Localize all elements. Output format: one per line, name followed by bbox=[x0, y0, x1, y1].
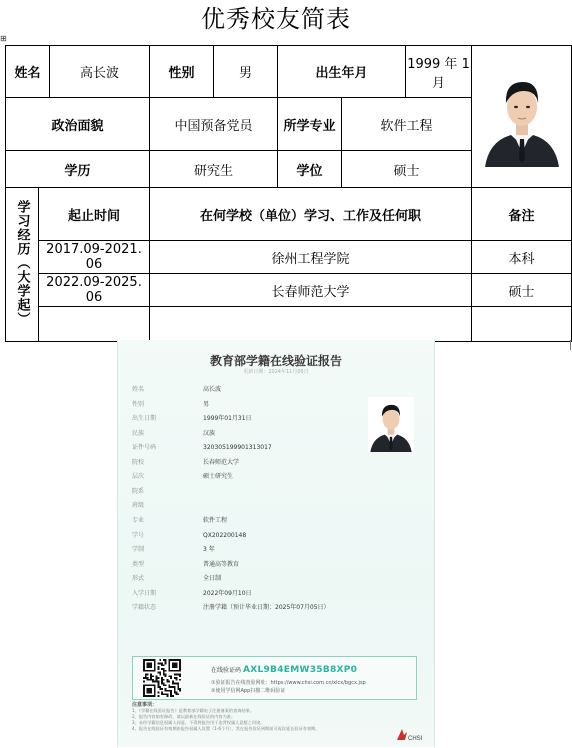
degree-label: 学位 bbox=[278, 151, 342, 188]
table-row bbox=[6, 241, 572, 274]
note-item: 2、报告内容如有修改，请以最新在线验证的内容为准。 bbox=[132, 714, 236, 719]
alumni-profile-table bbox=[5, 45, 572, 342]
report-field-row bbox=[132, 442, 272, 454]
history-header-school: 在何学校（单位）学习、工作及任何职 bbox=[150, 188, 472, 241]
report-field-value: 男 bbox=[203, 400, 210, 408]
history-side-label-cell bbox=[6, 188, 39, 342]
degree-value: 硕士 bbox=[342, 151, 472, 188]
photo-cell bbox=[472, 46, 572, 188]
education-label: 学历 bbox=[6, 151, 150, 188]
notes-title: 注意事项： bbox=[132, 702, 158, 708]
major-label: 所学专业 bbox=[278, 98, 342, 151]
report-field-row bbox=[132, 573, 221, 585]
chsi-logo-text: CHSI bbox=[408, 736, 423, 742]
report-field-value: 320305199901313017 bbox=[203, 444, 272, 452]
report-field-value: QX202200148 bbox=[203, 531, 247, 539]
name-label: 姓名 bbox=[6, 46, 50, 98]
note-item: 3、未经学籍信息权属人同意，不得将报告用于违背权属人意愿之用途。 bbox=[132, 720, 265, 725]
report-field-value: 普通高等教育 bbox=[203, 560, 240, 568]
chsi-logo bbox=[394, 726, 430, 744]
report-field-label: 出生日期 bbox=[132, 415, 157, 423]
report-updated: 更新日期：2024年11月05日 bbox=[243, 369, 309, 375]
report-field-label: 形式 bbox=[132, 575, 145, 583]
report-field-row bbox=[132, 544, 215, 556]
report-field-label: 民族 bbox=[132, 429, 145, 437]
history-period: 2022.09-2025. 06 bbox=[39, 274, 150, 307]
report-field-label: 学制 bbox=[132, 546, 145, 554]
report-field-label: 院校 bbox=[132, 458, 145, 466]
history-header-period: 起止时间 bbox=[39, 188, 150, 241]
verify-code: AXL9B4EMW35B8XP0 bbox=[242, 665, 358, 675]
report-field-value: 注册学籍（预计毕业日期：2025年07月05日） bbox=[203, 604, 330, 612]
report-field-row bbox=[132, 530, 246, 542]
report-field-row bbox=[132, 500, 203, 512]
table-row bbox=[6, 307, 572, 342]
history-school bbox=[150, 307, 472, 342]
education-value: 研究生 bbox=[150, 151, 278, 188]
report-field-value: 3 年 bbox=[203, 546, 215, 554]
report-field-row bbox=[132, 457, 239, 469]
report-field-value: 长春师范大学 bbox=[203, 458, 240, 466]
report-field-value: 软件工程 bbox=[203, 516, 228, 524]
portrait-photo bbox=[481, 67, 563, 167]
table-row bbox=[6, 274, 572, 307]
report-field-label: 学籍状态 bbox=[132, 604, 157, 612]
report-title: 教育部学籍在线验证报告 bbox=[209, 354, 342, 368]
divider bbox=[570, 340, 571, 350]
history-period bbox=[39, 307, 150, 342]
report-field-row bbox=[132, 413, 252, 425]
history-school: 长春师范大学 bbox=[150, 274, 472, 307]
report-field-value: 1999年01月31日 bbox=[203, 415, 252, 423]
political-label: 政治面貌 bbox=[6, 98, 150, 151]
report-field-row bbox=[132, 559, 239, 571]
history-period: 2017.09-2021. 06 bbox=[39, 241, 150, 274]
history-side-label: 学习经历（大学起） bbox=[14, 199, 30, 326]
report-field-label: 姓名 bbox=[132, 386, 145, 393]
page-title: 优秀校友简表 bbox=[201, 5, 351, 33]
report-field-row bbox=[132, 399, 209, 411]
report-field-label: 学号 bbox=[132, 531, 145, 539]
report-notes bbox=[132, 701, 412, 732]
birth-label: 出生年月 bbox=[278, 46, 406, 98]
history-school: 徐州工程学院 bbox=[150, 241, 472, 274]
report-field-row bbox=[132, 486, 203, 498]
history-header-note: 备注 bbox=[472, 188, 572, 241]
political-value: 中国预备党员 bbox=[150, 98, 278, 151]
verification-report-image bbox=[117, 340, 435, 747]
verify-code-prefix: 在线验证码 bbox=[211, 667, 242, 674]
history-note: 本科 bbox=[472, 241, 572, 274]
birth-value: 1999 年 1 月 bbox=[406, 46, 472, 98]
report-field-row bbox=[132, 602, 330, 614]
gender-label: 性别 bbox=[150, 46, 214, 98]
verify-code-line bbox=[211, 665, 357, 675]
history-note bbox=[472, 307, 572, 342]
report-field-row bbox=[132, 384, 221, 396]
note-item: 4、报告在线验证有效期由报告权属人设置（1-6个月），其在报告验证到期前可再次延长验证有效期。 bbox=[132, 726, 320, 731]
report-field-row bbox=[132, 428, 215, 440]
report-field-row bbox=[132, 588, 252, 600]
report-field-value: 汉族 bbox=[203, 429, 216, 437]
report-field-label: 性别 bbox=[132, 400, 145, 408]
report-field-value: 全日制 bbox=[203, 575, 222, 583]
table-move-handle-icon[interactable]: ⊞ bbox=[0, 34, 7, 43]
report-field-label: 班级 bbox=[132, 502, 145, 510]
report-field-label: 院系 bbox=[132, 487, 145, 495]
report-field-value: 2022年09月10日 bbox=[203, 589, 252, 597]
gender-value: 男 bbox=[214, 46, 278, 98]
report-field-row bbox=[132, 471, 233, 483]
report-field-label: 证件号码 bbox=[132, 444, 157, 452]
verify-app-line: ②使用学信网App扫描二维码验证 bbox=[211, 688, 286, 694]
qr-code-icon[interactable] bbox=[143, 659, 181, 697]
report-field-label: 专业 bbox=[132, 516, 145, 524]
report-field-label: 层次 bbox=[132, 473, 145, 481]
report-field-row bbox=[132, 515, 227, 527]
history-note: 硕士 bbox=[472, 274, 572, 307]
verify-url-line: ①验证报告在线查验网址：https://www.chsi.com.cn/xlcx/bgcx.jsp bbox=[211, 680, 366, 686]
verification-box bbox=[132, 656, 417, 700]
major-value: 软件工程 bbox=[342, 98, 472, 151]
report-field-value: 高长波 bbox=[203, 386, 222, 393]
report-field-label: 类型 bbox=[132, 560, 145, 568]
report-field-label: 入学日期 bbox=[132, 589, 157, 597]
note-item: 1、《学籍在线验证报告》是教育部学籍电子注册备案的查询结果。 bbox=[132, 708, 255, 713]
report-photo bbox=[368, 397, 414, 452]
name-value: 高长波 bbox=[50, 46, 150, 98]
report-field-value: 硕士研究生 bbox=[203, 473, 234, 481]
